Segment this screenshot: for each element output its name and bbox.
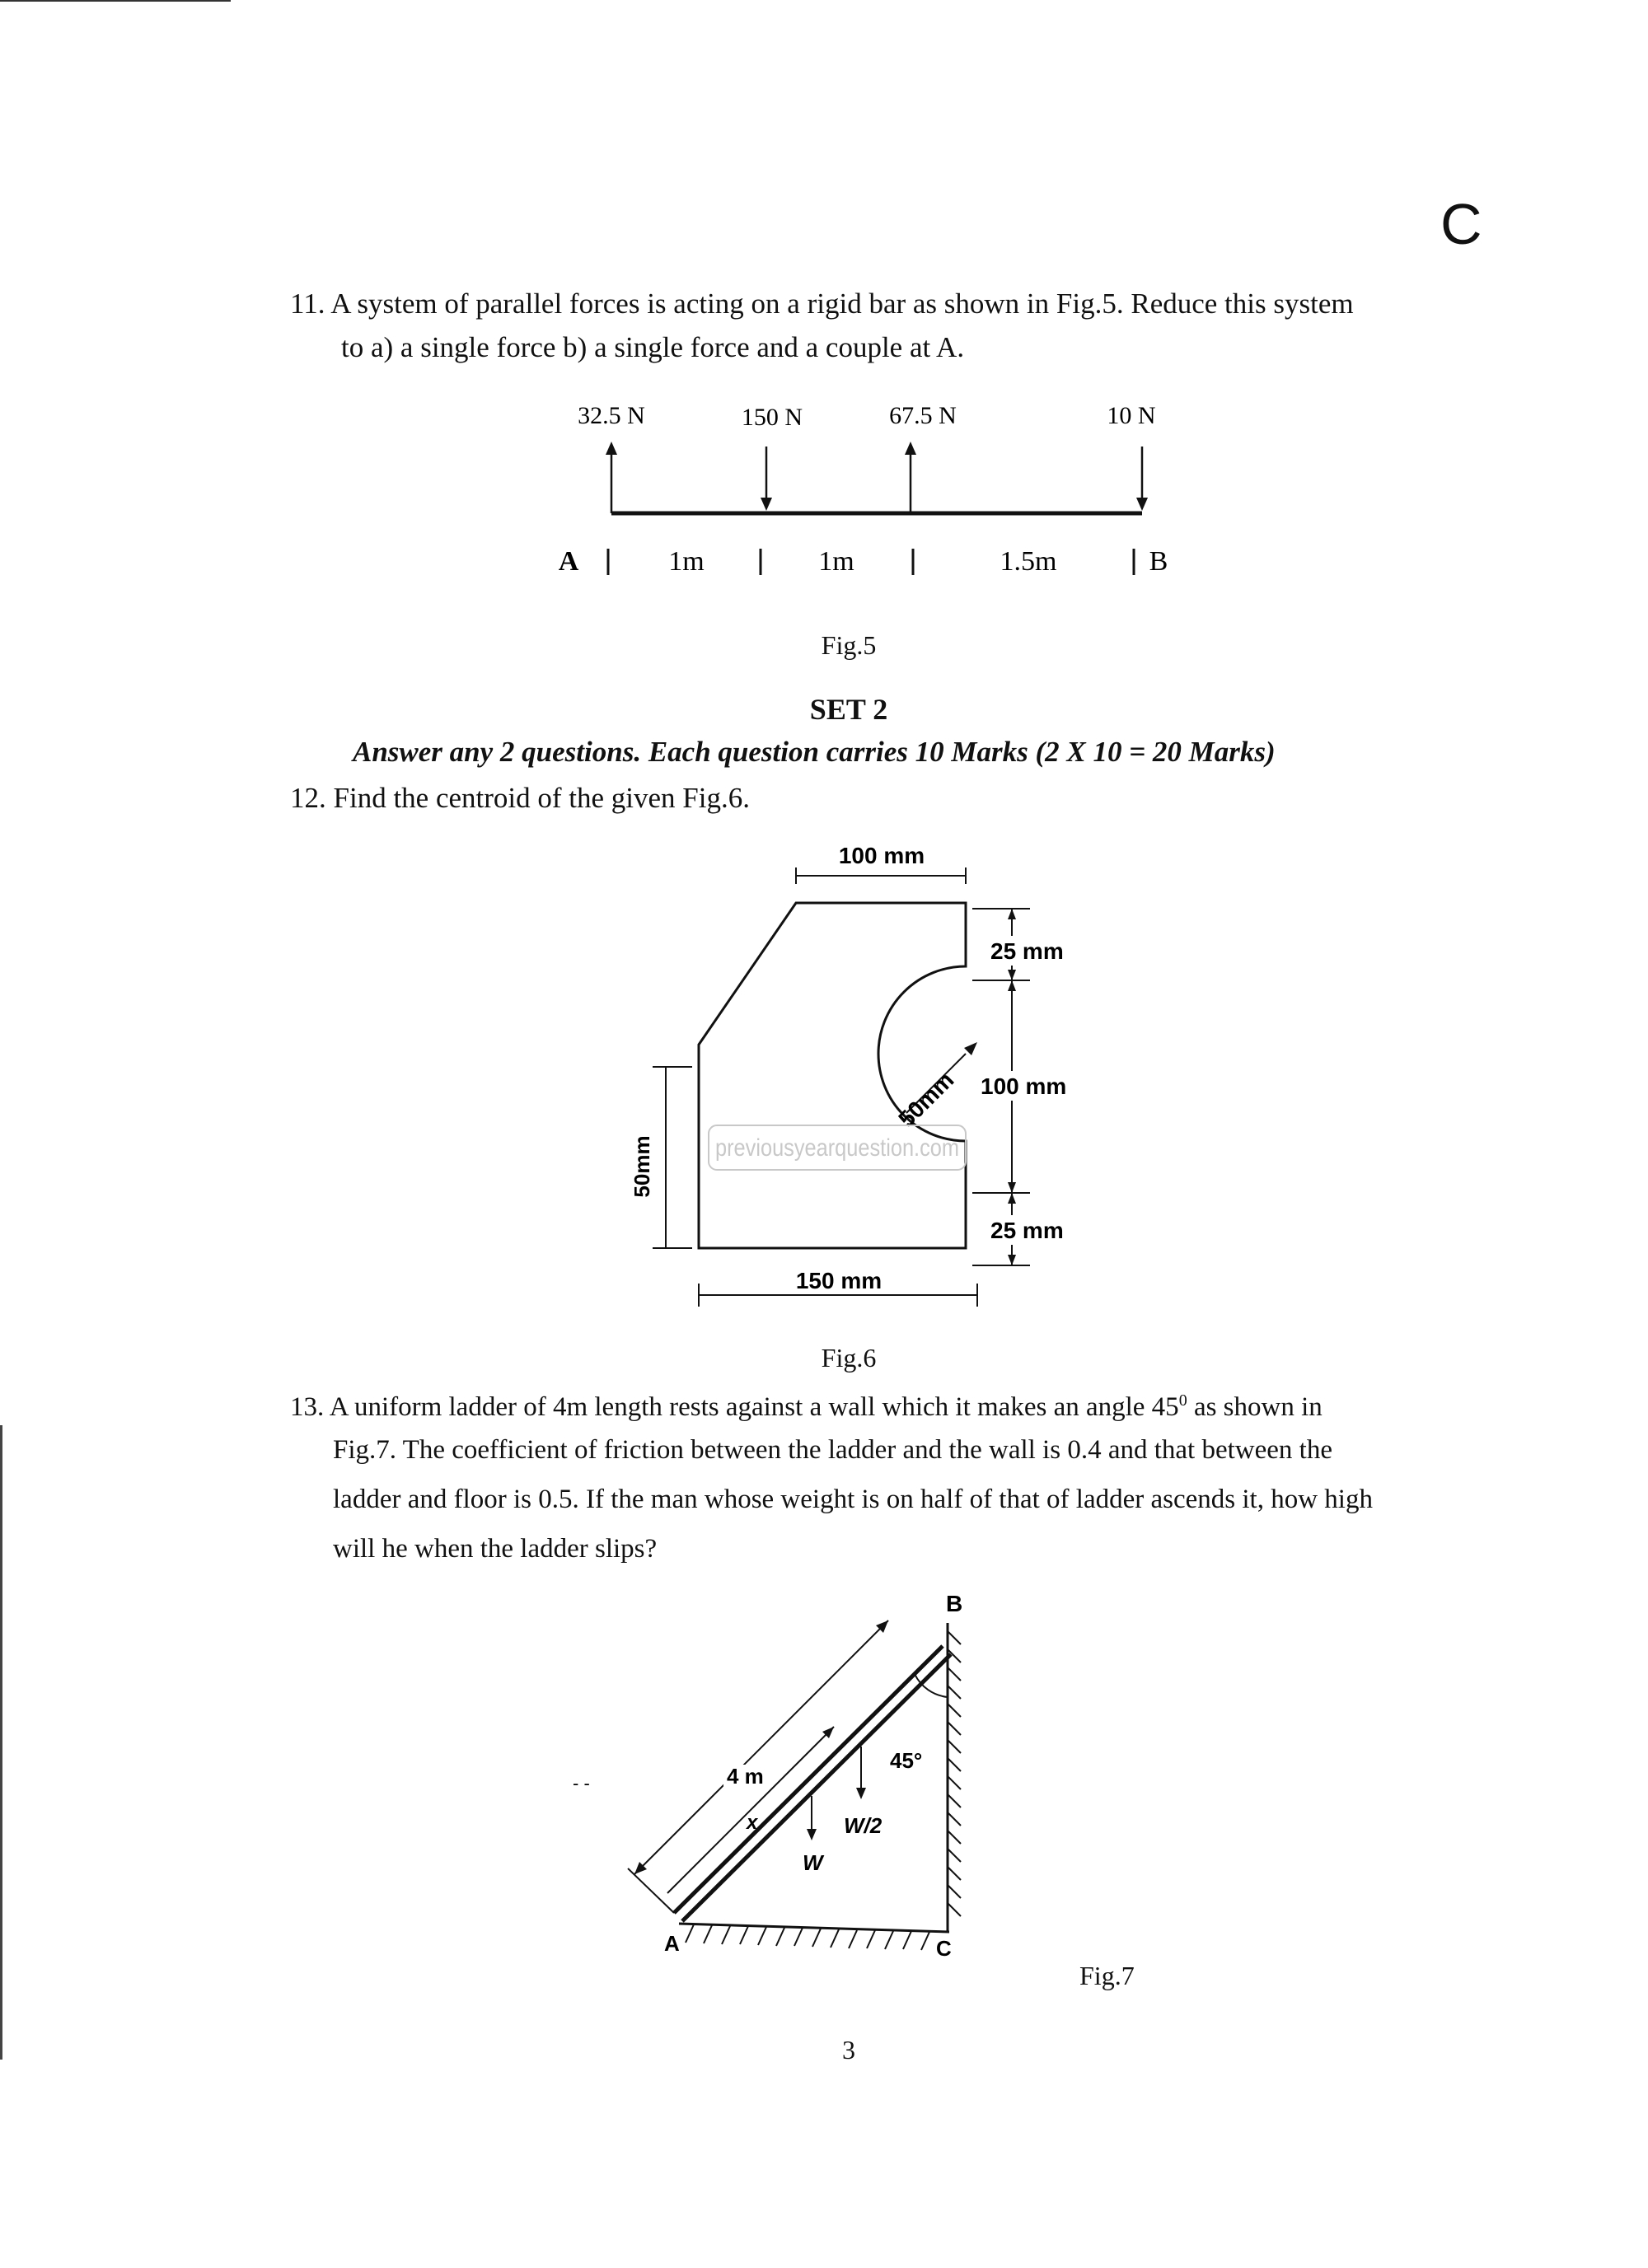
figure-5-caption: Fig.5 bbox=[821, 630, 877, 660]
arrowhead bbox=[964, 1042, 977, 1055]
wall-hatching bbox=[948, 1631, 961, 1916]
arrowhead-down bbox=[761, 498, 772, 511]
question-12 bbox=[290, 776, 750, 820]
set-2-instruction: Answer any 2 questions. Each question carries 10 Marks (2 X 10 = 20 Marks) bbox=[353, 736, 1276, 768]
figure-6-diagram bbox=[593, 832, 1104, 1326]
force-label: 67.5 N bbox=[889, 402, 957, 429]
figure-7-caption: Fig.7 bbox=[1079, 1961, 1135, 1990]
arrowhead bbox=[856, 1788, 866, 1799]
point-label-c: C bbox=[936, 1936, 952, 1961]
set-letter: C bbox=[1440, 192, 1482, 256]
x-label: x bbox=[747, 1812, 758, 1834]
force-label: 150 N bbox=[741, 404, 803, 431]
end-label-b: B bbox=[1149, 546, 1168, 577]
figure-7-diagram bbox=[573, 1582, 1022, 1969]
question-13-line2: Fig.7. The coefficient of friction between the ladder and the wall is 0.4 and that between the bbox=[333, 1435, 1332, 1465]
left-edge-rule bbox=[0, 1425, 2, 2060]
span-label: 1m bbox=[668, 546, 705, 577]
question-number: 12. bbox=[290, 782, 326, 814]
figure-7 bbox=[573, 1582, 1022, 1969]
force-label: 10 N bbox=[1107, 402, 1156, 429]
dimension-label: 50mm bbox=[630, 1135, 654, 1198]
figure-6-caption: Fig.6 bbox=[821, 1343, 877, 1372]
arrowhead bbox=[1008, 980, 1016, 991]
span-label: 1m bbox=[818, 546, 854, 577]
page-number: 3 bbox=[842, 2035, 855, 2065]
arrowhead-down bbox=[1136, 498, 1148, 511]
question-number: 11. bbox=[290, 288, 325, 320]
arrowhead bbox=[807, 1829, 817, 1840]
top-left-rule bbox=[0, 0, 231, 2]
degree-superscript: 0 bbox=[1178, 1391, 1187, 1410]
shape-outline bbox=[699, 903, 966, 1248]
ladder-rail bbox=[682, 1654, 951, 1921]
arrowhead-up bbox=[606, 442, 617, 455]
force-label: 32.5 N bbox=[578, 402, 645, 429]
question-text: A system of parallel forces is acting on a rigid bar as shown in Fig.5. Reduce this system bbox=[330, 288, 1354, 320]
figure-6 bbox=[593, 832, 1104, 1326]
figure-5-diagram bbox=[527, 395, 1203, 593]
question-text: Find the centroid of the given Fig.6. bbox=[333, 782, 750, 814]
span-label: 1.5m bbox=[1000, 546, 1057, 577]
w2-label: W/2 bbox=[844, 1813, 883, 1838]
arrowhead-up bbox=[905, 442, 916, 455]
dimension-label: 150 mm bbox=[795, 1268, 883, 1293]
arrowhead bbox=[1008, 909, 1016, 919]
watermark-text: previousyearquestion.com bbox=[715, 1134, 959, 1162]
question-text: A uniform ladder of 4m length rests against a wall which it makes an angle 45 bbox=[329, 1392, 1179, 1422]
arrowhead bbox=[1008, 1182, 1016, 1193]
arrowhead bbox=[1008, 1193, 1016, 1204]
dimension-label: 100 mm bbox=[981, 1073, 1067, 1099]
dimension-label: 25 mm bbox=[990, 938, 1064, 964]
dimension-label: 100 mm bbox=[838, 843, 925, 868]
figure-5 bbox=[527, 395, 1203, 593]
point-label-b: B bbox=[946, 1591, 963, 1616]
question-11-line2: to a) a single force b) a single force and a couple at A. bbox=[341, 331, 965, 363]
question-number: 13. bbox=[290, 1392, 325, 1422]
arrowhead bbox=[1008, 1255, 1016, 1265]
scan-mark: - - bbox=[573, 1773, 590, 1793]
extension-line bbox=[628, 1868, 674, 1913]
point-label-a: A bbox=[664, 1931, 680, 1956]
question-13-line4: will he when the ladder slips? bbox=[333, 1534, 658, 1564]
arrowhead bbox=[1008, 970, 1016, 980]
dimension-label: 25 mm bbox=[990, 1218, 1064, 1243]
floor bbox=[679, 1924, 949, 1932]
question-13 bbox=[290, 1376, 1323, 1432]
set-2-heading: SET 2 bbox=[809, 693, 888, 726]
length-label: 4 m bbox=[727, 1764, 764, 1789]
end-label-a: A bbox=[558, 546, 579, 577]
angle-label: 45° bbox=[890, 1748, 923, 1773]
question-11 bbox=[290, 282, 1354, 325]
radius-label: 50mm bbox=[893, 1067, 959, 1133]
w-label: W bbox=[803, 1850, 823, 1875]
question-13-line3: ladder and floor is 0.5. If the man whose weight is on half of that of ladder ascends it, how high bbox=[333, 1485, 1373, 1514]
question-text: as shown in bbox=[1187, 1392, 1323, 1422]
